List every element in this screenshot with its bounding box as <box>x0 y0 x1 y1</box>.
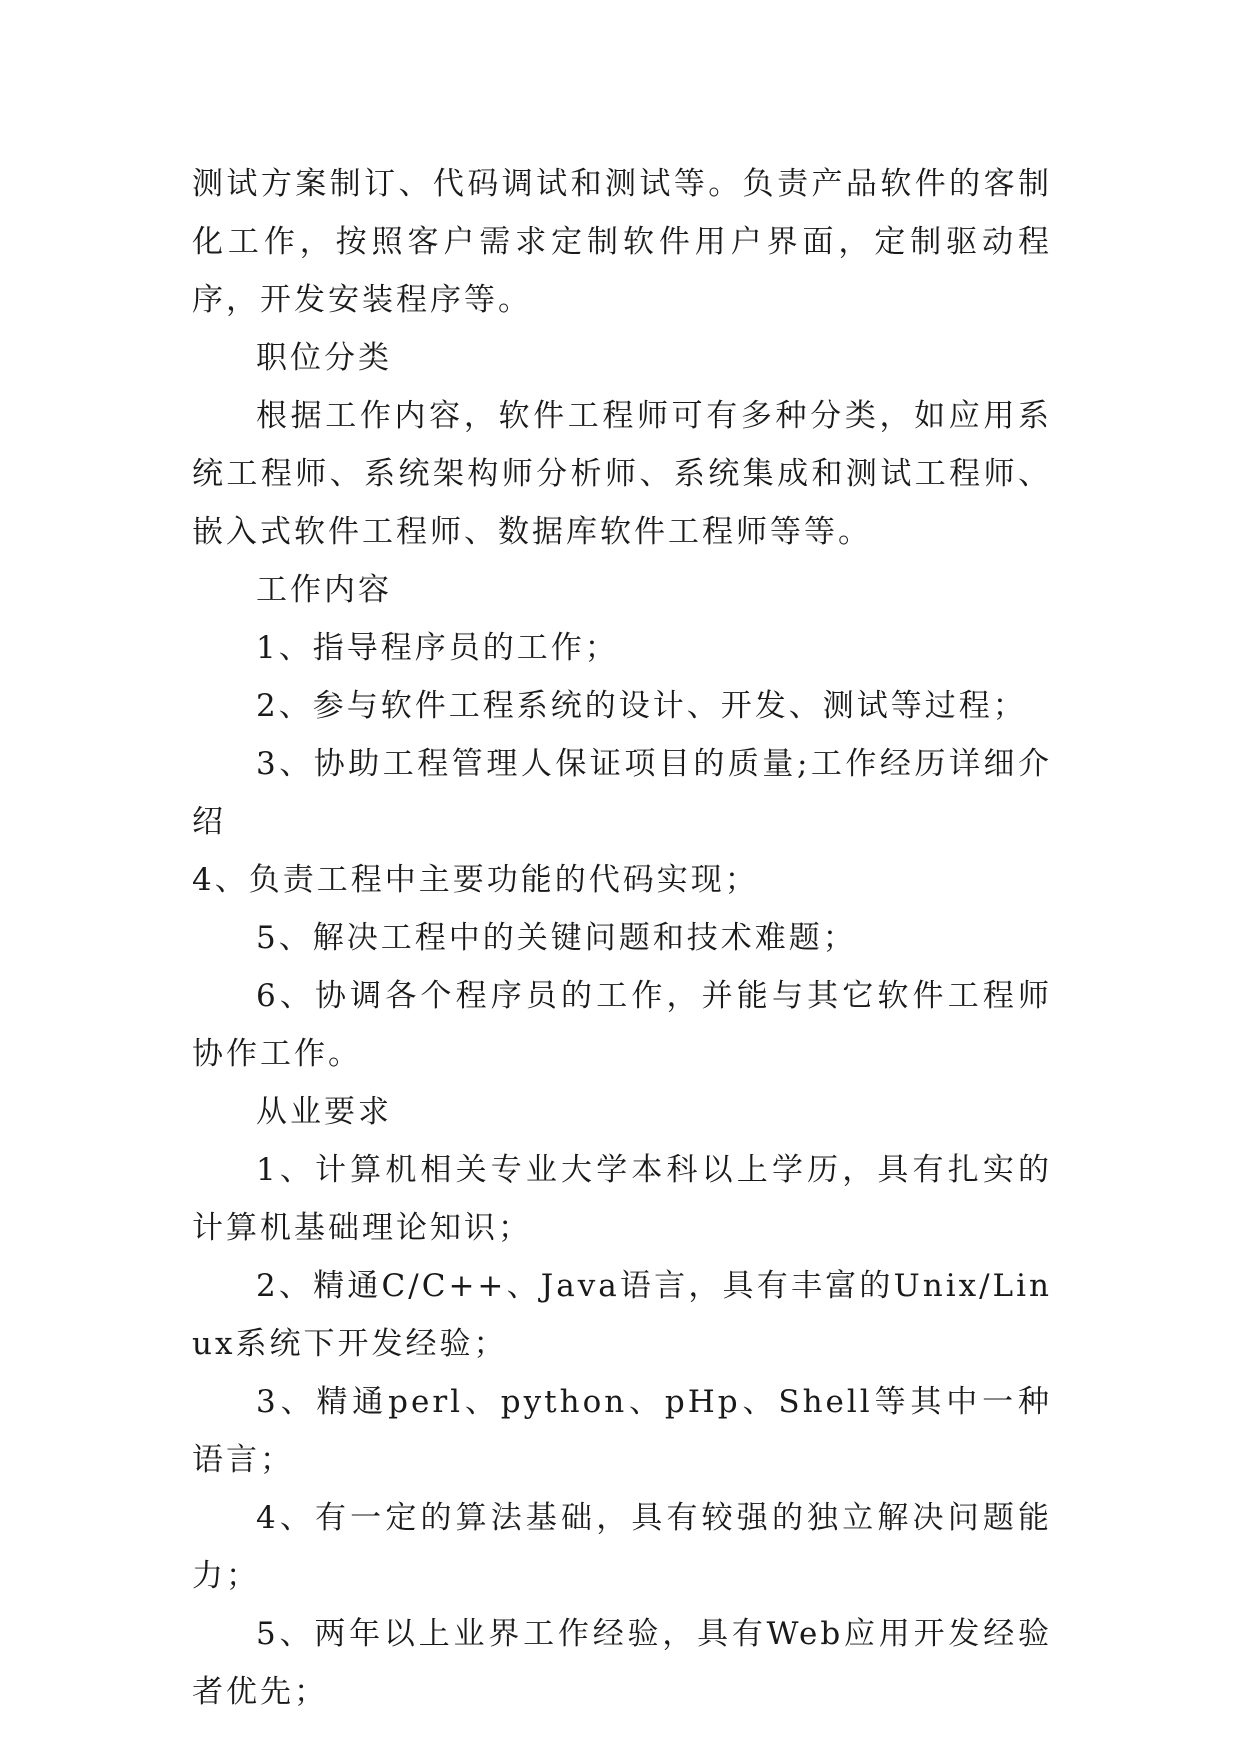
list-item: 1、计算机相关专业大学本科以上学历，具有扎实的计算机基础理论知识； <box>192 1152 1052 1246</box>
paragraph-classification: 根据工作内容，软件工程师可有多种分类，如应用系统工程师、系统架构师分析师、系统集成和测试工程师、嵌入式软件工程师、数据库软件工程师等等。 <box>192 398 1052 550</box>
list-item: 4、有一定的算法基础，具有较强的独立解决问题能力； <box>192 1500 1052 1594</box>
list-item: 3、协助工程管理人保证项目的质量;工作经历详细介绍 <box>192 746 1052 840</box>
heading-requirements: 从业要求 <box>256 1094 392 1130</box>
document-body <box>192 155 1052 1721</box>
list-item: 5、两年以上业界工作经验，具有Web应用开发经验者优先； <box>192 1616 1052 1710</box>
list-item: 3、精通perl、python、pHp、Shell等其中一种语言； <box>192 1384 1052 1478</box>
list-item: 1、指导程序员的工作； <box>256 630 619 666</box>
list-item: 2、精通C/C++、Java语言，具有丰富的Unix/Linux系统下开发经验； <box>192 1268 1052 1362</box>
list-item: 2、参与软件工程系统的设计、开发、测试等过程； <box>256 688 1027 724</box>
list-item: 5、解决工程中的关键问题和技术难题； <box>256 920 857 956</box>
paragraph-intro-continuation: 测试方案制订、代码调试和测试等。负责产品软件的客制化工作，按照客户需求定制软件用户界面，定制驱动程序，开发安装程序等。 <box>192 166 1052 318</box>
heading-job-classification: 职位分类 <box>256 340 392 376</box>
list-item: 4、负责工程中主要功能的代码实现； <box>192 862 759 898</box>
heading-job-content: 工作内容 <box>256 572 392 608</box>
list-item: 6、协调各个程序员的工作，并能与其它软件工程师协作工作。 <box>192 978 1052 1072</box>
